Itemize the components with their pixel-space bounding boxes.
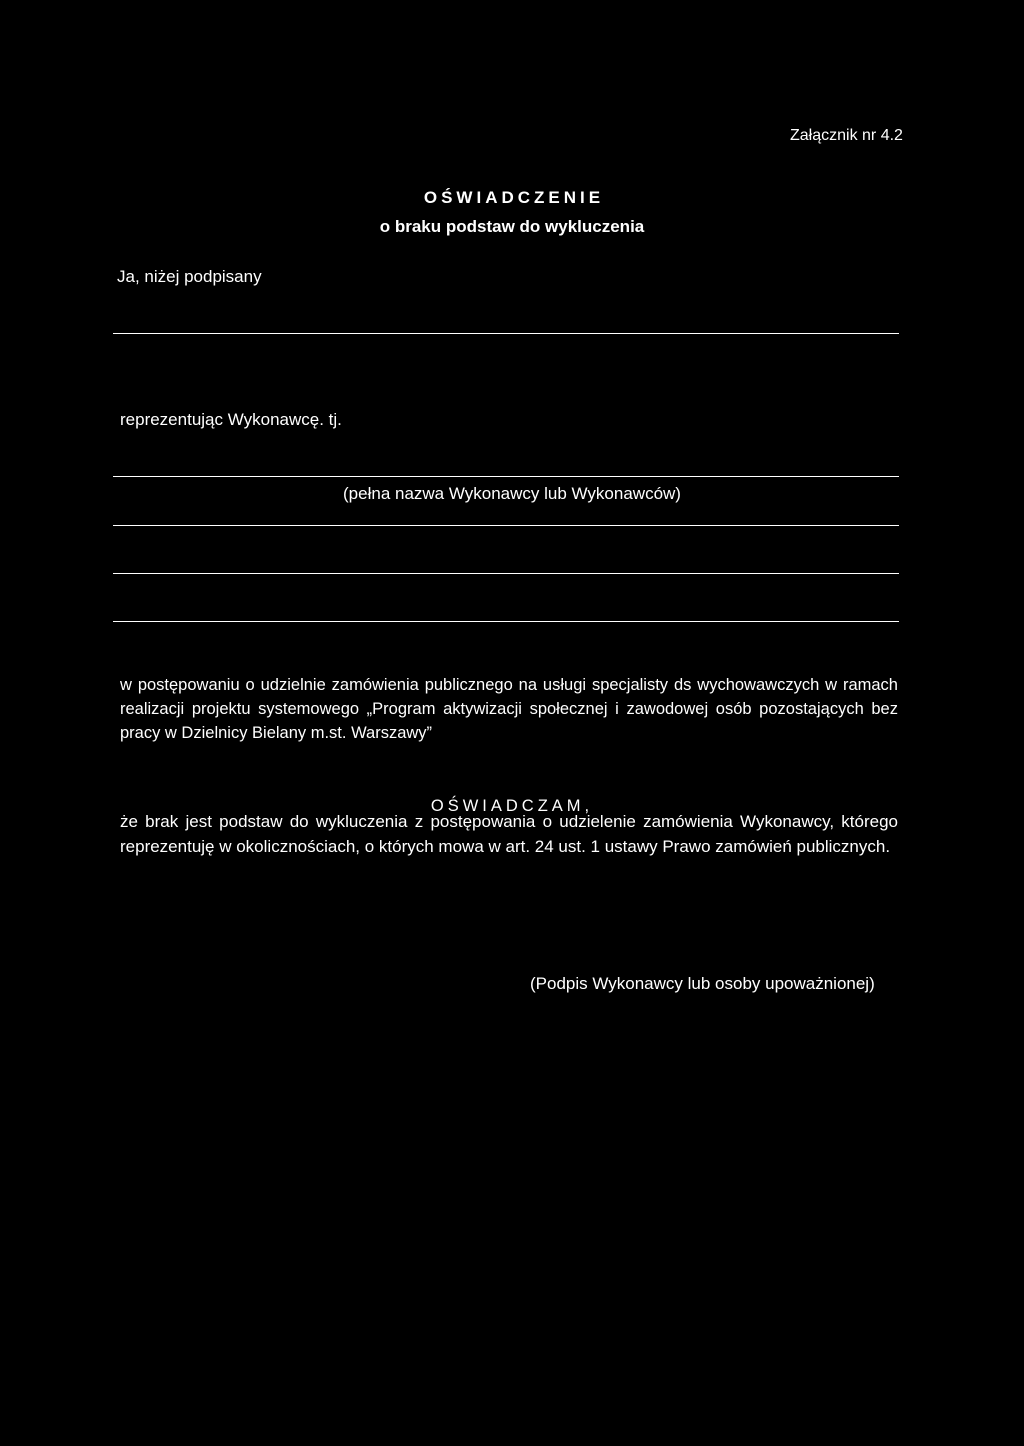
contractor-address-line-2 xyxy=(113,573,899,574)
document-title: OŚWIADCZENIE xyxy=(423,188,605,207)
full-name-caption: (pełna nazwa Wykonawcy lub Wykonawców) xyxy=(343,484,681,503)
contractor-address-line-1 xyxy=(113,525,899,526)
declaration-heading: OŚWIADCZAM, xyxy=(430,797,594,815)
signature-caption: (Podpis Wykonawcy lub osoby upoważnionej) xyxy=(530,974,875,993)
declaration-paragraph: że brak jest podstaw do wykluczenia z postępowania o udzielenie zamówienia Wykonawcy, którego reprezentuję w okolicznościach, o których mowa w art. 24 ust. 1 ustawy Prawo zamówień publicznych. xyxy=(120,812,898,856)
annex-number: Załącznik nr 4.2 xyxy=(790,127,903,144)
contractor-address-line-3 xyxy=(113,621,899,622)
contractor-name-line xyxy=(113,476,899,477)
representing-label: reprezentując Wykonawcę. tj. xyxy=(120,410,342,429)
document-subtitle: o braku podstaw do wykluczenia xyxy=(379,217,645,236)
signer-name-line xyxy=(113,333,899,334)
signed-label: Ja, niżej podpisany xyxy=(117,267,262,286)
proceedings-paragraph: w postępowaniu o udzielnie zamówienia publicznego na usługi specjalisty ds wychowawczych w ramach realizacji projektu systemowego „Program aktywizacji społecznej i zawodowej osób pozostających bez pracy w Dzielnicy Bielany m.st. Warszawy” xyxy=(120,676,898,742)
